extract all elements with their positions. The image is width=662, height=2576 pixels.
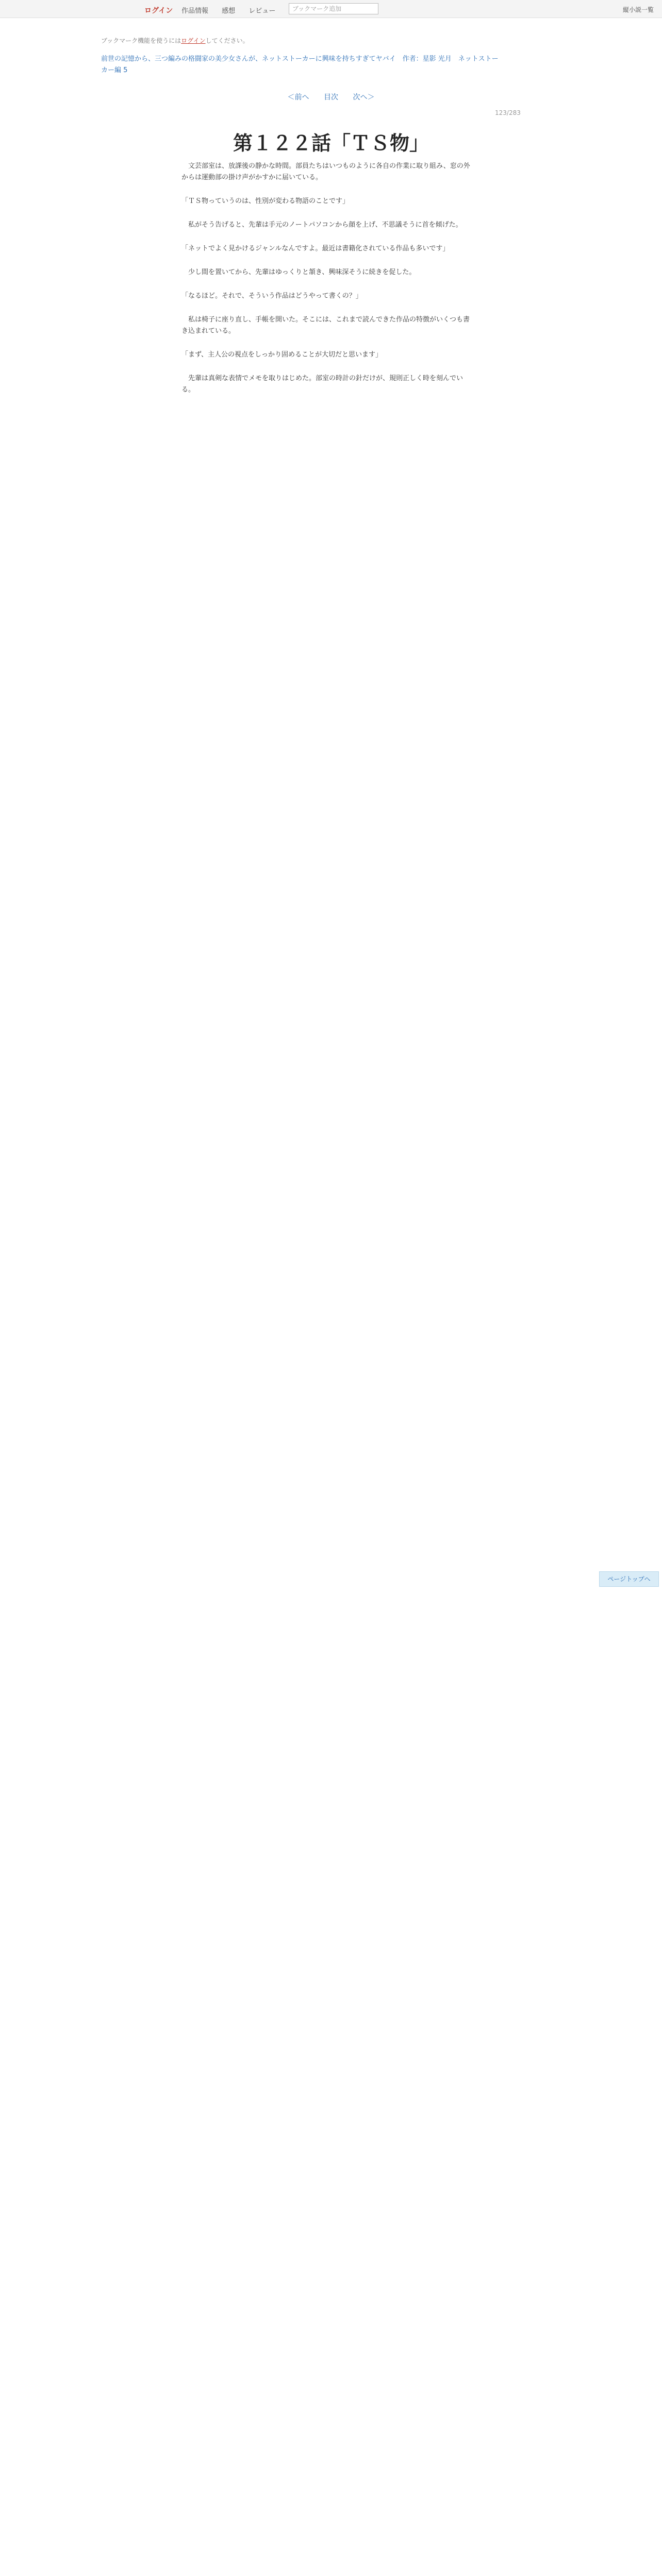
next-link[interactable]: 次へ＞ — [353, 93, 375, 101]
top-navigation-bar — [0, 0, 662, 18]
bookmark-button[interactable]: ブックマーク追加 — [289, 3, 378, 14]
toc-link[interactable]: 目次 — [324, 93, 338, 101]
vertical-reader-link[interactable]: 縦小説一覧 — [623, 6, 654, 13]
login-hint-after: してください。 — [205, 37, 249, 44]
paragraph: 先輩は真剣な表情でメモを取りはじめた。部室の時計の針だけが、規則正しく時を刻んでいる。 — [181, 375, 464, 394]
series-info[interactable]: 前世の記憶から、三つ編みの格闘家の美少女さんが、ネットストーカーに興味を持ちすぎてヤバイ 作者：星影 光月 ネットストーカー編 5 — [101, 55, 499, 74]
page-count: 123/283 — [495, 109, 521, 116]
main-nav — [181, 5, 287, 15]
paragraph: 文芸部室は、放課後の静かな時間。部員たちはいつものように各自の作業に取り組み、窓の外からは運動部の掛け声がかすかに届いている。 — [181, 162, 470, 181]
chapter-title: 第１２２話「ＴＳ物」 — [233, 131, 429, 155]
chapter-body — [181, 161, 474, 408]
pager-top — [0, 92, 662, 102]
nav-item-info[interactable]: 作品情報 — [181, 7, 209, 15]
login-hint — [101, 36, 249, 45]
paragraph: 「まず、主人公の視点をしっかり固めることが大切だと思います」 — [181, 351, 382, 359]
login-link[interactable]: ログイン — [144, 7, 173, 15]
paragraph: 「ネットでよく見かけるジャンルなんですよ。最近は書籍化されている作品も多いです」 — [181, 245, 450, 252]
page-top-button[interactable]: ページトップへ — [599, 1571, 659, 1587]
nav-item-review[interactable]: レビュー — [249, 7, 276, 15]
paragraph: 私は椅子に座り直し、手帳を開いた。そこには、これまで読んできた作品の特徴がいくつも書き込まれている。 — [181, 316, 470, 335]
login-hint-link[interactable]: ログイン — [181, 37, 206, 44]
paragraph: 少し間を置いてから、先輩はゆっくりと頷き、興味深そうに続きを促した。 — [181, 268, 416, 276]
nav-item-impressions[interactable]: 感想 — [222, 7, 236, 15]
login-hint-before: ブックマーク機能を使うには — [101, 37, 181, 44]
paragraph: 私がそう告げると、先輩は手元のノートパソコンから顔を上げ、不思議そうに首を傾げた。 — [181, 221, 462, 229]
prev-link[interactable]: ＜前へ — [287, 93, 309, 101]
paragraph: 「ＴＳ物っていうのは、性別が変わる物語のことです」 — [181, 197, 350, 205]
paragraph: 「なるほど。それで、そういう作品はどうやって書くの？」 — [181, 292, 362, 300]
